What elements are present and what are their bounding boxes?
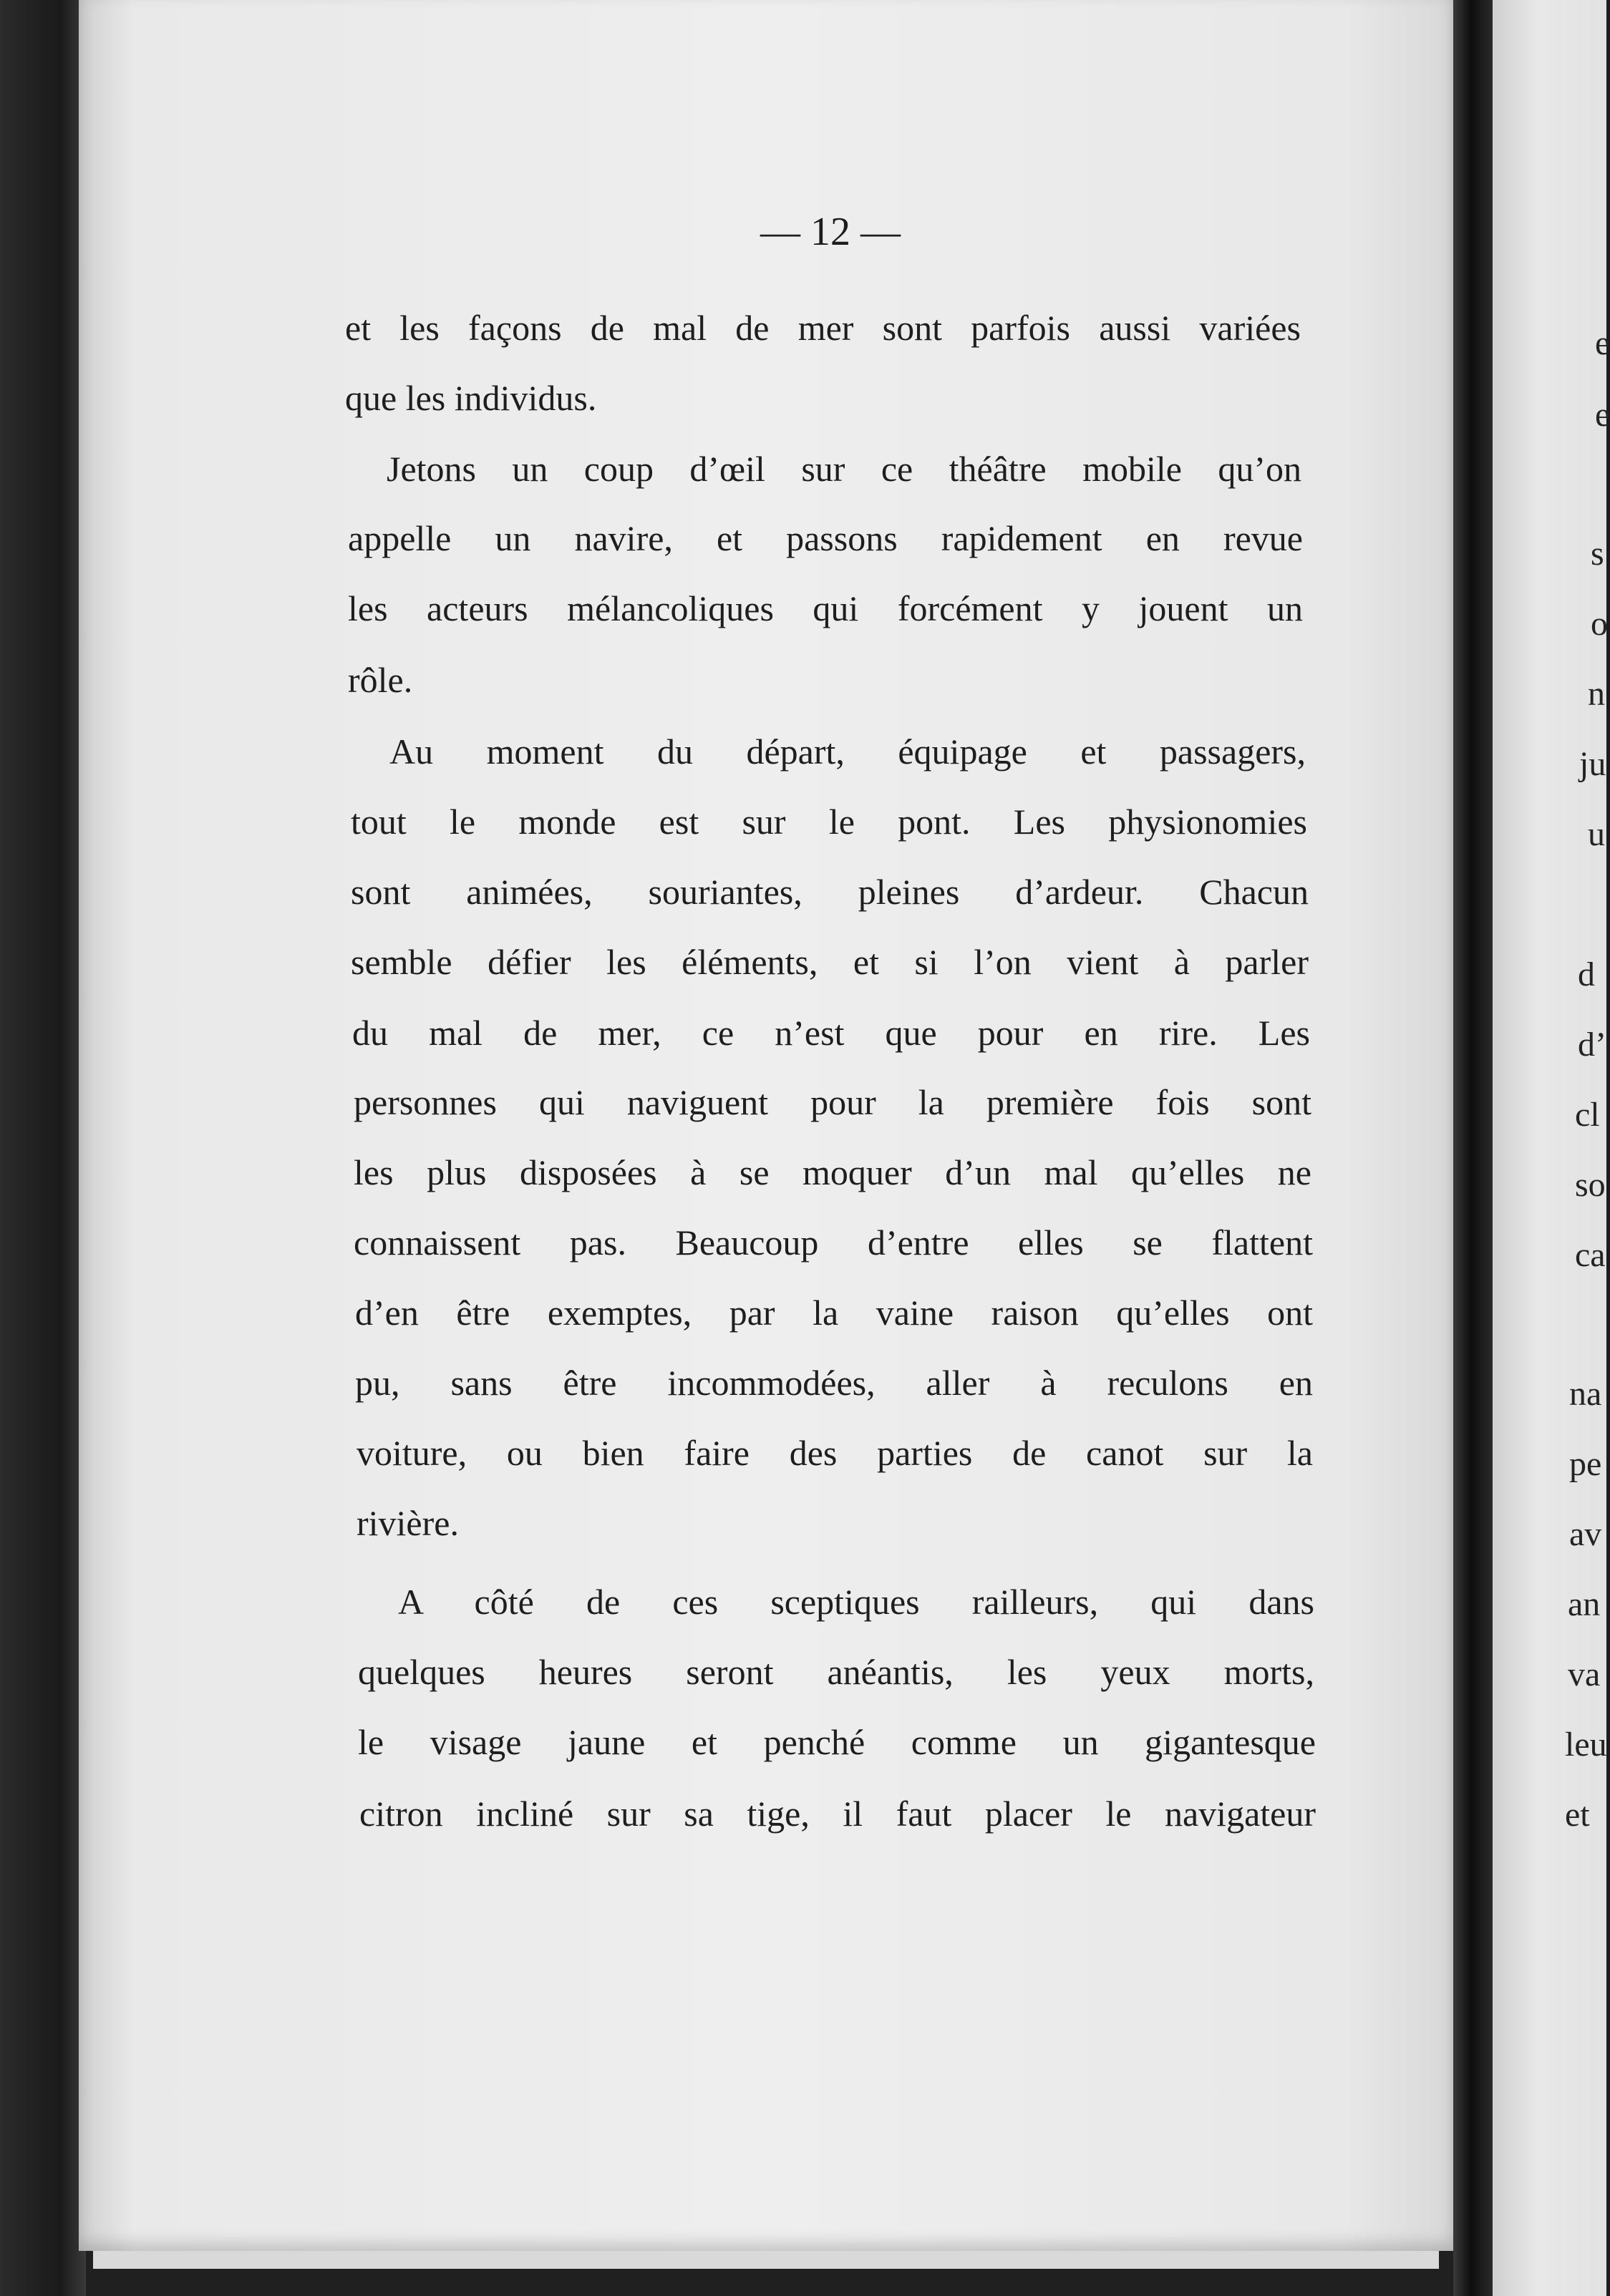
facing-page-fragment: na xyxy=(1569,1375,1602,1413)
facing-page-fragment: ju xyxy=(1579,745,1606,783)
book-gutter xyxy=(1453,0,1493,2296)
facing-page-fragment: va xyxy=(1568,1655,1601,1693)
text-line: Jetons un coup d’œil sur ce théâtre mobile qu’on xyxy=(387,449,1301,489)
facing-page-fragment: e xyxy=(1595,396,1610,434)
text-line: que les individus. xyxy=(345,378,597,418)
facing-page-fragment: av xyxy=(1569,1515,1602,1553)
facing-page-fragment: o xyxy=(1591,605,1608,643)
facing-page-fragment: d’ xyxy=(1578,1026,1606,1064)
text-line: tout le monde est sur le pont. Les physionomies xyxy=(351,802,1307,842)
facing-page-fragment: pe xyxy=(1569,1445,1602,1483)
text-line: d’en être exemptes, par la vaine raison qu’elles ont xyxy=(355,1293,1313,1333)
text-line: voiture, ou bien faire des parties de canot sur la xyxy=(357,1433,1313,1473)
text-line: quelques heures seront anéantis, les yeux morts, xyxy=(358,1652,1314,1692)
facing-page-fragment: u xyxy=(1588,815,1605,853)
left-binding-edge xyxy=(0,0,86,2296)
text-line: semble défier les éléments, et si l’on vient à parler xyxy=(351,942,1309,982)
facing-page-fragment: s xyxy=(1591,535,1604,573)
text-line: A côté de ces sceptiques railleurs, qui dans xyxy=(398,1582,1314,1622)
text-line: et les façons de mal de mer sont parfois aussi variées xyxy=(345,308,1301,348)
text-line: les acteurs mélancoliques qui forcément y jouent un xyxy=(348,588,1303,628)
text-line: Au moment du départ, équipage et passagers, xyxy=(389,731,1306,772)
facing-page-fragment: et xyxy=(1565,1796,1590,1834)
facing-page xyxy=(1493,0,1610,2296)
text-line: rôle. xyxy=(348,660,413,700)
facing-page-fragment: so xyxy=(1575,1166,1606,1204)
facing-page-fragment: ca xyxy=(1575,1236,1606,1274)
text-line: rivière. xyxy=(357,1503,459,1543)
facing-page-fragment: e xyxy=(1595,324,1610,362)
text-line: le visage jaune et penché comme un gigantesque xyxy=(358,1722,1316,1762)
text-line: pu, sans être incommodées, aller à reculons en xyxy=(355,1363,1313,1403)
facing-page-fragment: d xyxy=(1578,955,1595,993)
text-line: du mal de mer, ce n’est que pour en rire. Les xyxy=(352,1013,1310,1053)
text-line: connaissent pas. Beaucoup d’entre elles se flattent xyxy=(354,1222,1313,1263)
text-line: les plus disposées à se moquer d’un mal qu’elles ne xyxy=(354,1152,1311,1192)
facing-page-fragment: cl xyxy=(1575,1096,1600,1134)
text-line: citron incliné sur sa tige, il faut placer le navigateur xyxy=(359,1794,1316,1834)
text-line: sont animées, souriantes, pleines d’ardeur. Chacun xyxy=(351,872,1309,912)
facing-page-fragment: n xyxy=(1588,675,1605,713)
facing-page-fragment: leu xyxy=(1565,1726,1607,1764)
page-number: — 12 — xyxy=(760,210,901,254)
text-line: personnes qui naviguent pour la première fois sont xyxy=(354,1082,1311,1122)
facing-page-fragment: an xyxy=(1568,1585,1601,1623)
text-line: appelle un navire, et passons rapidement en revue xyxy=(348,518,1303,558)
